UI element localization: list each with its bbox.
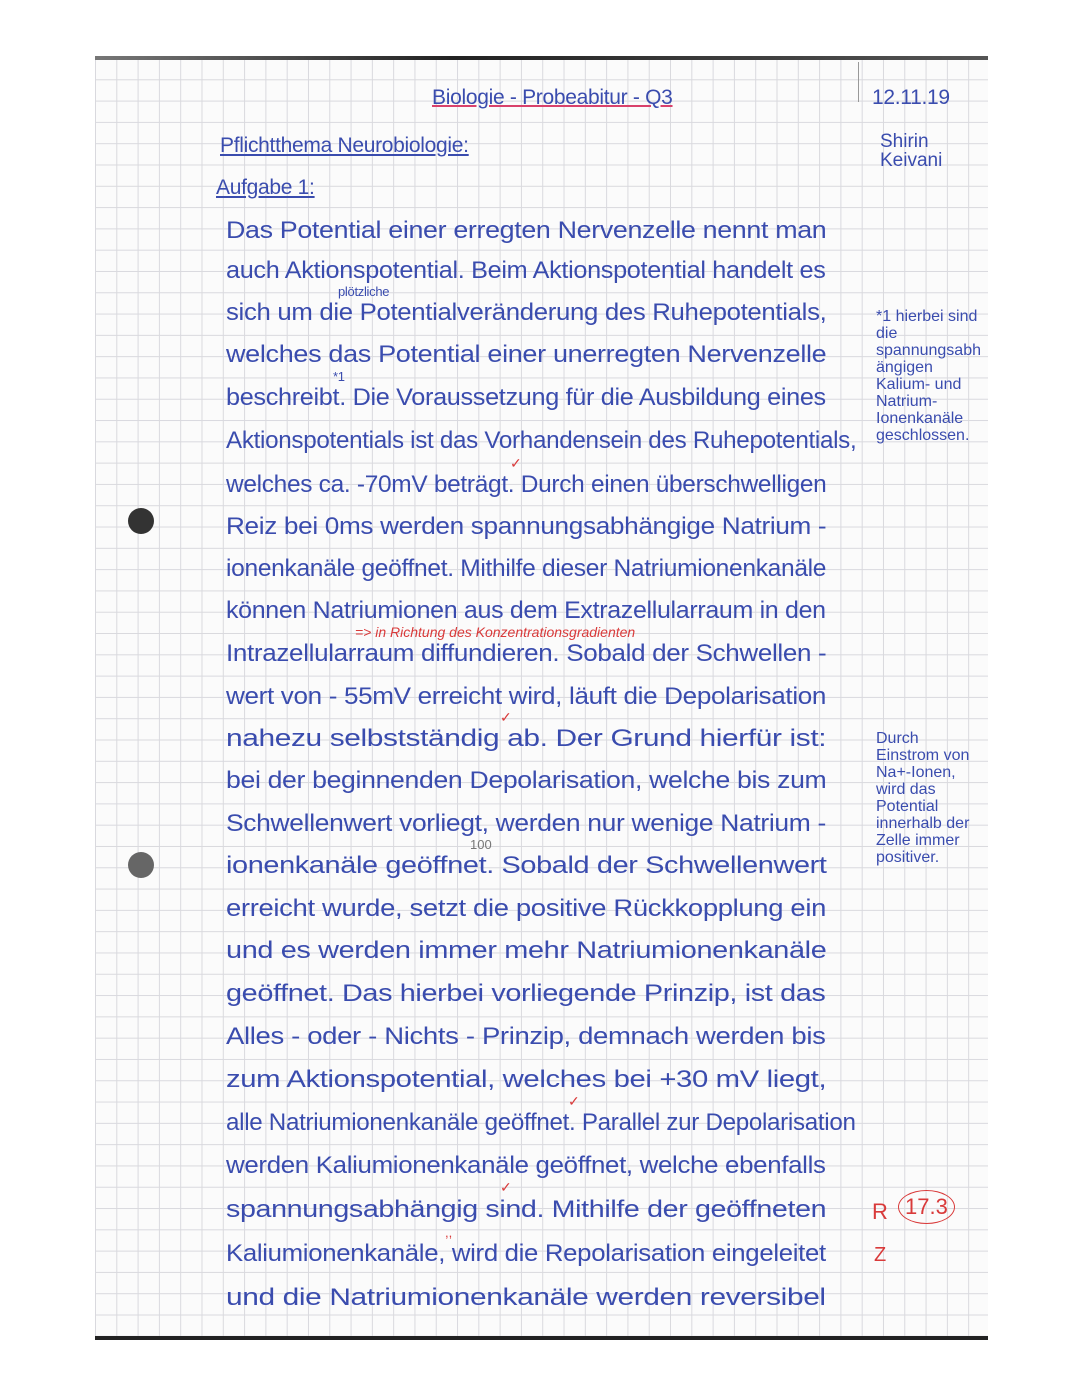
text-line: Alles - oder - Nichts - Prinzip, demnach werden bis (226, 1023, 826, 1050)
text-line: ionenkanäle geöffnet. Mithilfe dieser Natriumionenkanäle (226, 555, 827, 582)
text-line: auch Aktionspotential. Beim Aktionspotential handelt es (226, 257, 826, 284)
punch-hole (128, 852, 154, 878)
page-edge-top (95, 56, 988, 60)
correction-gradient: => in Richtung des Konzentrationsgradienten (355, 624, 636, 640)
text-line: welches ca. -70mV beträgt. Durch einen überschwelligen (226, 471, 827, 498)
text-line: Aktionspotentials ist das Vorhandensein des Ruhepotentials, (226, 427, 857, 454)
text-line: Reiz bei 0ms werden spannungsabhängige Natrium - (226, 513, 827, 540)
text-line: sich um die Potentialveränderung des Ruhepotentials, (226, 299, 827, 326)
side-note-sodium: Durch Einstrom von Na+-Ionen, wird das Potential innerhalb der Zelle immer positiver. (876, 730, 970, 866)
date: 12.11.19 (872, 86, 950, 109)
side-note-footnote: *1 hierbei sind die spannungsabhängigen Kalium- und Natrium-Ionenkanäle geschlossen. (876, 308, 981, 444)
margin-mark-z: Z (874, 1244, 887, 1266)
check-mark: ✓ (568, 1093, 580, 1109)
text-line: geöffnet. Das hierbei vorliegende Prinzip, ist das (226, 980, 826, 1007)
text-line: Intrazellularraum diffundieren. Sobald der Schwellen - (226, 640, 827, 667)
page-edge-bottom (95, 1336, 988, 1340)
margin-line (858, 62, 859, 102)
text-line: ionenkanäle geöffnet. Sobald der Schwellenwert (226, 852, 827, 879)
text-line: können Natriumionen aus dem Extrazellularraum in den (226, 597, 826, 624)
text-line: zum Aktionspotential, welches bei +30 mV liegt, (226, 1066, 827, 1093)
text-line: bei der beginnenden Depolarisation, welche bis zum (226, 767, 827, 794)
insert-ploetzliche: plötzliche (338, 284, 390, 299)
check-mark: ✓ (500, 1179, 512, 1195)
text-line: Das Potential einer erregten Nervenzelle nennt man (226, 217, 827, 244)
author-last-name: Keivani (880, 150, 943, 171)
check-mark: ✓ (510, 455, 522, 471)
text-line: alle Natriumionenkanäle geöffnet. Parallel zur Depolarisation (226, 1109, 856, 1136)
text-line: und es werden immer mehr Natriumionenkanäle (226, 937, 827, 964)
text-line: beschreibt. Die Voraussetzung für die Ausbildung eines (226, 384, 826, 411)
text-line: erreicht wurde, setzt die positive Rückkopplung ein (226, 895, 826, 922)
footnote-marker: *1 (333, 369, 345, 384)
task-heading: Aufgabe 1: (216, 176, 315, 199)
text-line: welches das Potential einer unerregten Nervenzelle (226, 341, 827, 368)
text-line: und die Natriumionenkanäle werden reversibel (226, 1284, 826, 1311)
comma-insert: ,, (445, 1225, 453, 1240)
annotation-100: 100 (470, 837, 492, 852)
check-mark: ✓ (500, 709, 512, 725)
author-first-name: Shirin (880, 131, 929, 152)
margin-mark-r: R (872, 1199, 888, 1224)
text-line: spannungsabhängig sind. Mithilfe der geöffneten (226, 1196, 827, 1223)
punch-hole (128, 508, 154, 534)
page-title: Biologie - Probeabitur - Q3 (432, 86, 673, 109)
text-line: Schwellenwert vorliegt, werden nur wenige Natrium - (226, 810, 826, 837)
text-line: Kaliumionenkanäle, wird die Repolarisation eingeleitet (226, 1240, 826, 1267)
author (880, 132, 990, 170)
text-line: wert von - 55mV erreicht wird, läuft die Depolarisation (226, 683, 827, 710)
topic-heading: Pflichtthema Neurobiologie: (220, 134, 469, 157)
score-circle: 17.3 (898, 1190, 955, 1224)
text-line: nahezu selbstständig ab. Der Grund hierfür ist: (226, 725, 827, 752)
text-line: werden Kaliumionenkanäle geöffnet, welche ebenfalls (226, 1152, 826, 1179)
